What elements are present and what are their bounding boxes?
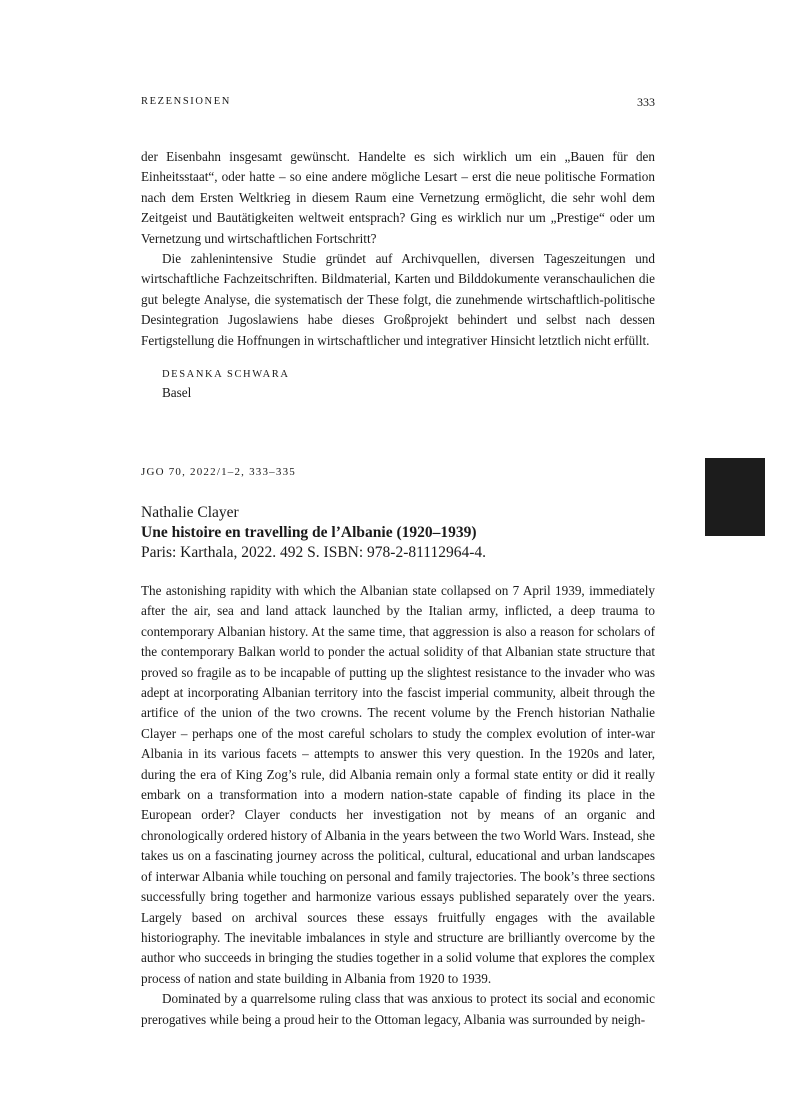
book-publication: Paris: Karthala, 2022. 492 S. ISBN: 978-2-81112964-4.: [141, 544, 486, 561]
english-review-text: [141, 581, 655, 1030]
paragraph: Dominated by a quarrelsome ruling class that was anxious to protect its social and economic prerogatives while being a proud heir to the Ottoman legacy, Albania was surrounded by neigh-: [141, 991, 655, 1027]
page-number: 333: [637, 95, 655, 109]
paragraph: The astonishing rapidity with which the Albanian state collapsed on 7 April 1939, immediately after the air, sea and land attack launched by the Italian army, inflicted, a deep trauma to contemporary Albanian history. At the same time, that aggression is also a reason for scholars of the contemporary Balkan world to ponder the actual solidity of that Albanian state structure that proved so fragile as to be incapable of putting up the slightest resistance to the invader who was adept at incorporating Albanian territory into the fascist imperial community, albeit through the artifice of the union of the two crowns. The recent volume by the French historian Nathalie Clayer – perhaps one of the most careful scholars to study the complex evolution of inter-war Albania in its various facets – attempts to answer this very question. In the 1920s and later, during the era of King Zog’s rule, did Albania remain only a formal state entity or did it really embark on a transformation into a modern nation-state capable of finding its place in the European order? Clayer conducts her investigation not by means of an organic and chronologically ordered history of Albania in the years between the two World Wars. Instead, she takes us on a fascinating journey across the political, cultural, educational and urban landscapes of interwar Albania while touching on personal and family trajectories. The book’s three sections successfully bring together and harmonize various essays published separately over the years. Largely based on archival sources these essays fruitfully engages with the available historiography. The inevitable imbalances in style and structure are brilliantly overcome by the author who succeeds in bringing the studies together in a solid volume that explores the complex process of nation and state building in Albania from 1920 to 1939.: [141, 583, 655, 986]
paragraph: Die zahlenintensive Studie gründet auf Archivquellen, diversen Tageszeitungen und wirtschaftliche Fachzeitschriften. Bildmaterial, Karten und Bilddokumente veranschaulichen die gut belegte Analyse, die systematisch der These folgt, die zunehmende wirtschaftlich-politische Desintegration Jugoslawiens habe dieses Großprojekt behindert und selbst nach dessen Fertigstellung die Hoffnungen in wirtschaftlicher und integrativer Hinsicht letztlich nicht erfüllt.: [141, 251, 655, 348]
reviewer-name: DESANKA SCHWARA: [162, 369, 290, 380]
book-author: Nathalie Clayer: [141, 504, 239, 521]
reviewer-city: Basel: [162, 385, 192, 400]
paragraph: der Eisenbahn insgesamt gewünscht. Handelte es sich wirklich um ein „Bauen für den Einheitsstaat“, oder hatte – so eine andere mögliche Lesart – erst die neue politische Formation nach dem Ersten Weltkrieg in diesem Raum eine Vernetzung ermöglicht, die sehr wohl dem Zeitgeist und Bautätigkeiten weltweit entsprach? Ging es wirklich nur um „Prestige“ oder um Vernetzung und wirtschaftlichen Fortschritt?: [141, 149, 655, 246]
german-review-text: [141, 147, 655, 351]
book-title: Une histoire en travelling de l’Albanie (1920–1939): [141, 524, 477, 541]
thumb-index-tab: [705, 458, 765, 536]
journal-citation: JGO 70, 2022/1–2, 333–335: [141, 466, 296, 478]
running-header: REZENSIONEN: [141, 96, 231, 107]
book-details: [141, 503, 486, 563]
